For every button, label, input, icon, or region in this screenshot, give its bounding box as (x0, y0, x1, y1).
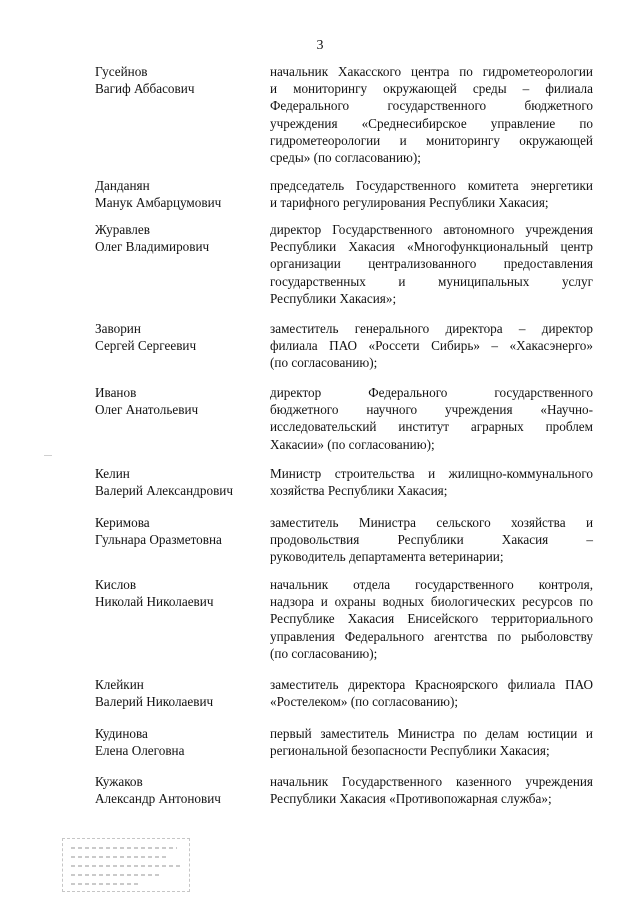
member-position-line: заместитель директора Красноярского филиала ПАО (270, 677, 593, 692)
member-surname: Кудинова (95, 726, 148, 741)
member-position-line: хозяйства Республики Хакасия; (270, 483, 448, 499)
member-position-line: заместитель Министра сельского хозяйства и (270, 515, 593, 530)
member-surname: Керимова (95, 515, 150, 530)
stamp-line (71, 874, 161, 876)
member-position-line: начальник отдела государственного контроля, (270, 577, 593, 592)
member-position-line: Федерального государственного бюджетного (270, 98, 593, 114)
member-name (95, 384, 265, 418)
member-name (95, 221, 265, 255)
member-given-names: Александр Антонович (95, 791, 221, 807)
member-surname: Иванов (95, 385, 137, 400)
member-given-names: Валерий Александрович (95, 483, 233, 499)
member-position-line: исследовательский институт аграрных проблем (270, 419, 593, 435)
member-surname: Кислов (95, 577, 137, 592)
member-given-names: Гульнара Оразметовна (95, 532, 222, 548)
member-position (270, 320, 593, 372)
member-position (270, 576, 593, 662)
member-surname: Келин (95, 466, 130, 481)
member-given-names: Валерий Николаевич (95, 694, 214, 710)
member-given-names: Николай Николаевич (95, 594, 214, 610)
member-position (270, 465, 593, 499)
member-name (95, 177, 265, 211)
member-name (95, 465, 265, 499)
member-position (270, 676, 593, 710)
margin-mark (44, 455, 52, 456)
member-position (270, 725, 593, 759)
member-given-names: Елена Олеговна (95, 743, 185, 759)
member-position-line: заместитель генерального директора – директор (270, 321, 593, 336)
member-given-names: Вагиф Аббасович (95, 81, 195, 97)
member-position (270, 221, 593, 307)
member-position-line: бюджетного научного учреждения «Научно- (270, 402, 593, 418)
member-position-line: и мониторингу окружающей среды – филиала (270, 81, 593, 97)
member-position-line: и тарифного регулирования Республики Хакасия; (270, 195, 549, 211)
member-name (95, 576, 265, 610)
member-position-line: начальник Государственного казенного учреждения (270, 774, 593, 789)
member-given-names: Олег Анатольевич (95, 402, 199, 418)
member-position (270, 384, 593, 453)
member-position-line: среды» (по согласованию); (270, 150, 421, 166)
member-position (270, 63, 593, 166)
member-position-line: надзора и охраны водных биологических ресурсов по (270, 594, 593, 610)
member-position-line: гидрометеорологии и мониторингу окружающей (270, 132, 593, 148)
page-number: 3 (316, 38, 324, 53)
member-surname: Гусейнов (95, 64, 148, 79)
member-position-line: (по согласованию); (270, 355, 378, 371)
member-given-names: Олег Владимирович (95, 239, 210, 255)
member-surname: Клейкин (95, 677, 144, 692)
member-given-names: Сергей Сергеевич (95, 338, 197, 354)
member-name (95, 320, 265, 354)
member-surname: Данданян (95, 178, 150, 193)
stamp-line (71, 856, 169, 858)
member-position-line: управления Федерального агентства по рыболовству (270, 628, 593, 644)
member-position-line: Министр строительства и жилищно-коммунального (270, 466, 593, 481)
member-name (95, 725, 265, 759)
member-position-line: «Ростелеком» (по согласованию); (270, 694, 459, 710)
member-position-line: первый заместитель Министра по делам юстиции и (270, 726, 593, 741)
member-position-line: Хакасии» (по согласованию); (270, 436, 435, 452)
member-position-line: начальник Хакасского центра по гидрометеорологии (270, 64, 593, 79)
stamp-line (71, 883, 141, 885)
member-position-line: продовольствия Республики Хакасия – (270, 532, 593, 548)
member-position-line: директор Федерального государственного (270, 385, 593, 400)
member-position-line: Республике Хакасия Енисейского территориального (270, 611, 593, 627)
member-position-line: Республики Хакасия «Противопожарная служба»; (270, 791, 552, 807)
member-surname: Журавлев (95, 222, 150, 237)
member-position-line: (по согласованию); (270, 645, 378, 661)
member-position-line: Республики Хакасия «Многофункциональный центр (270, 239, 593, 255)
member-position-line: организации централизованного предоставления (270, 256, 593, 272)
faded-stamp (62, 838, 190, 892)
member-position-line: Республики Хакасия»; (270, 290, 397, 306)
member-name (95, 676, 265, 710)
member-position-line: региональной безопасности Республики Хакасия; (270, 743, 550, 759)
member-surname: Кужаков (95, 774, 143, 789)
member-position (270, 773, 593, 807)
member-position-line: директор Государственного автономного учреждения (270, 222, 593, 237)
member-name (95, 514, 265, 548)
member-name (95, 63, 265, 97)
member-position (270, 177, 593, 211)
stamp-line (71, 865, 181, 867)
stamp-line (71, 847, 177, 849)
member-surname: Заворин (95, 321, 141, 336)
member-name (95, 773, 265, 807)
member-position-line: председатель Государственного комитета энергетики (270, 178, 593, 193)
member-position (270, 514, 593, 566)
member-position-line: руководитель департамента ветеринарии; (270, 549, 504, 565)
member-position-line: учреждения «Среднесибирское управление по (270, 115, 593, 131)
member-position-line: государственных и муниципальных услуг (270, 273, 593, 289)
member-position-line: филиала ПАО «Россети Сибирь» – «Хакасэнерго» (270, 338, 593, 354)
member-given-names: Манук Амбарцумович (95, 195, 222, 211)
